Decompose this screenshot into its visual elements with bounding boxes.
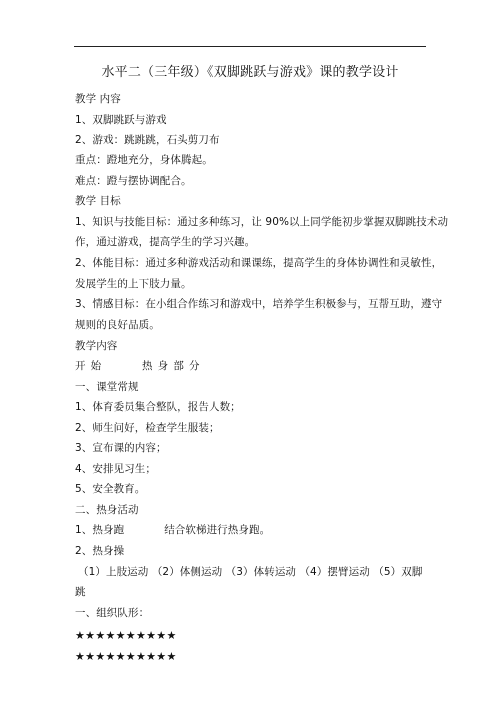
content-item-2: 2、游戏：跳跳跳，石头剪刀布 (75, 134, 220, 146)
exercise-list-line-2: 跳 (75, 586, 86, 598)
routine-item-4: 4、安排见习生； (75, 463, 156, 475)
goal-1-line-1: 1、知识与技能目标：通过多种练习，让 90%以上同学能初步掌握双脚跳技术动 (75, 216, 449, 228)
phase-warmup-label: 热 身 部 分 (142, 360, 201, 372)
warmup-jog-row (75, 523, 270, 538)
difficult-point: 难点：蹬与摆协调配合。 (75, 175, 192, 187)
goal-1-line-2: 作，通过游戏，提高学生的学习兴趣。 (75, 236, 256, 248)
phase-start-label: 开 始 (75, 360, 103, 372)
document-title: 水平二（三年级）《双脚跳跃与游戏》课的教学设计 (101, 65, 399, 80)
exercise-list-line-1: （1）上肢运动 （2）体侧运动 （3）体转运动 （4）摆臂运动 （5）双脚 (78, 566, 423, 578)
key-point: 重点：蹬地充分，身体腾起。 (75, 154, 213, 166)
formation-row-2: ★★★★★★★★★★ (75, 650, 177, 663)
section-heading-goals: 教学 目标 (75, 195, 121, 207)
goal-2-line-2: 发展学生的上下肢力量。 (75, 278, 192, 290)
formation-row-1: ★★★★★★★★★★ (75, 629, 177, 642)
routine-item-2: 2、师生问好，检查学生服装； (75, 422, 220, 434)
header-rule (74, 46, 426, 47)
routine-item-1: 1、体育委员集合整队，报告人数； (75, 401, 241, 413)
section-heading-teaching-content: 教学内容 (75, 340, 118, 352)
goal-2-line-1: 2、体能目标：通过多种游戏活动和课课练，提高学生的身体协调性和灵敏性， (75, 257, 443, 269)
goal-3-line-2: 规则的良好品质。 (75, 319, 160, 331)
warmup-jog-detail: 结合软梯进行热身跑。 (164, 524, 271, 536)
section-heading-content: 教学 内容 (75, 93, 121, 105)
warmup-heading: 二、热身活动 (75, 504, 139, 516)
routine-item-5: 5、安全教育。 (75, 483, 146, 495)
formation-heading: 一、组织队形： (75, 607, 150, 619)
lesson-phase-row (75, 359, 200, 374)
goal-3-line-1: 3、情感目标：在小组合作练习和游戏中，培养学生积极参与，互帮互助，遵守 (75, 298, 443, 310)
content-item-1: 1、双脚跳跃与游戏 (75, 114, 167, 126)
warmup-jog-label: 1、热身跑 (75, 524, 125, 536)
routine-heading: 一、课堂常规 (75, 381, 139, 393)
routine-item-3: 3、宣布课的内容； (75, 442, 167, 454)
warmup-exercise-heading: 2、热身操 (75, 545, 125, 557)
